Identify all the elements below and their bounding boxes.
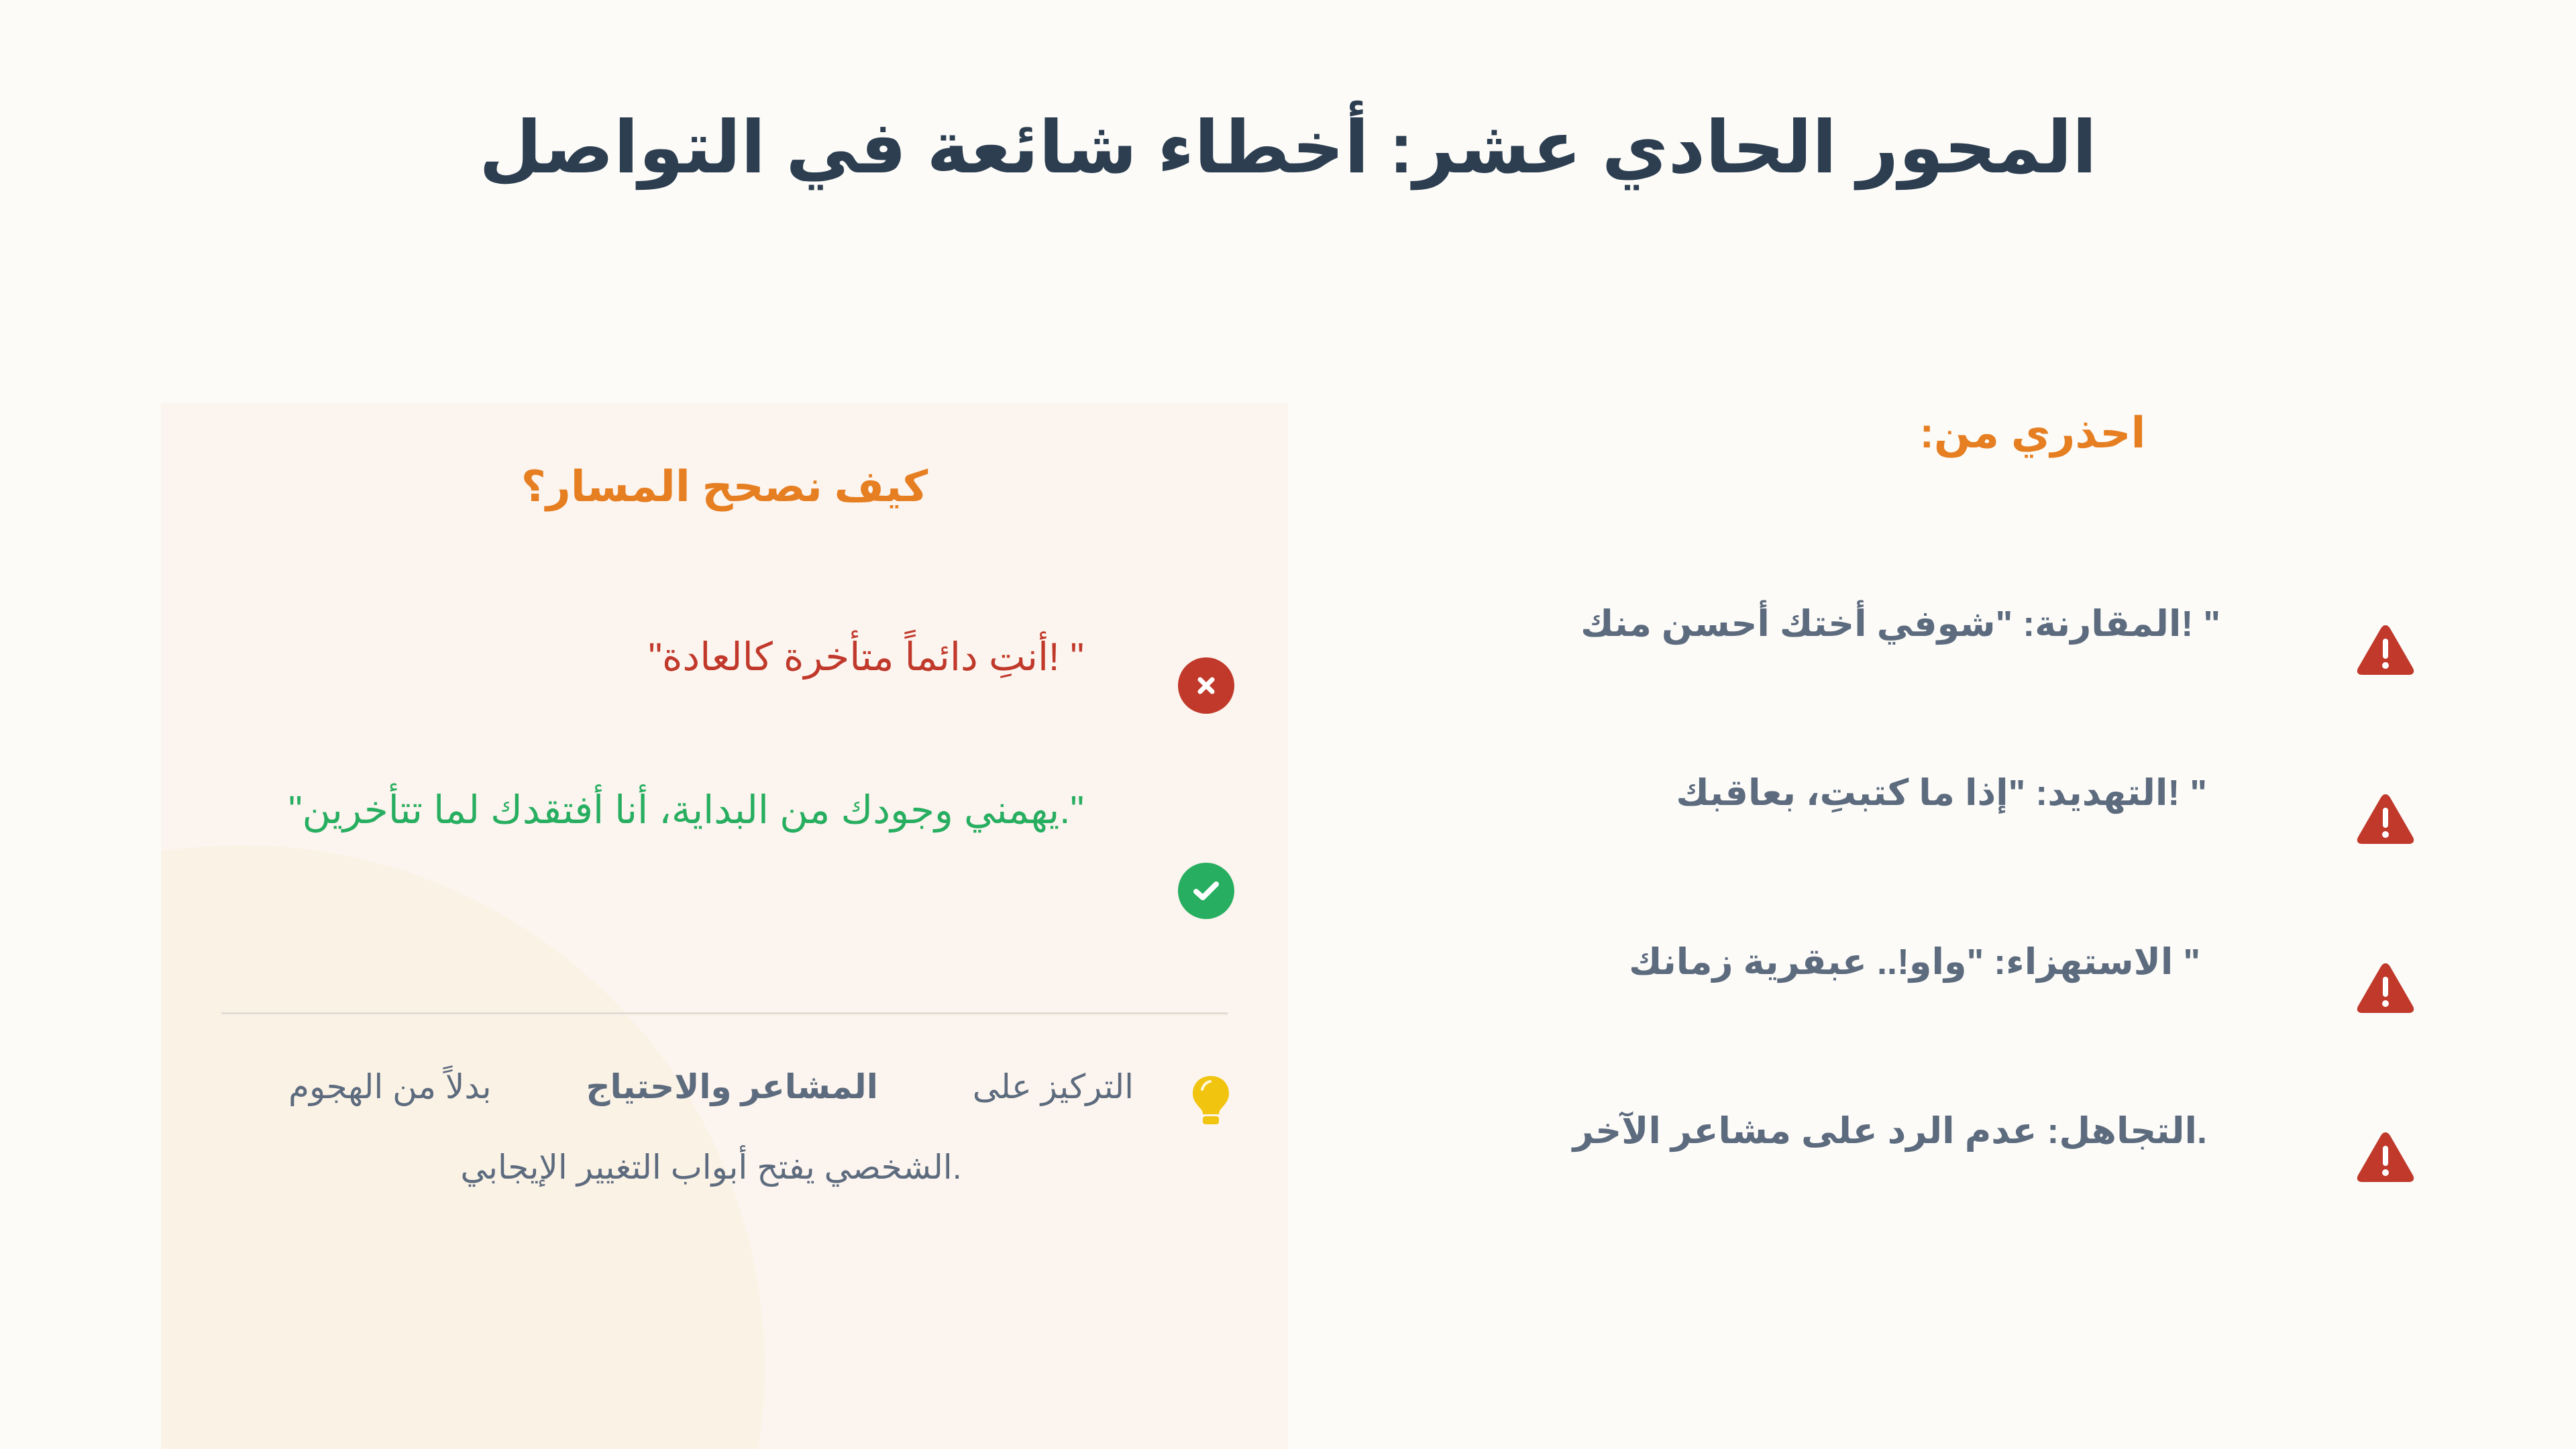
divider bbox=[221, 1012, 1228, 1016]
warning-triangle-icon bbox=[2356, 623, 2415, 676]
lightbulb-icon bbox=[1187, 1073, 1234, 1127]
tip-line-1 bbox=[288, 1046, 1134, 1127]
tip-line-2: .الشخصي يفتح أبواب التغيير الإيجابي bbox=[460, 1148, 962, 1186]
warning-item bbox=[1409, 584, 2415, 684]
warning-triangle-icon bbox=[2356, 961, 2415, 1014]
warning-text: " الاستهزاء: "واو!.. عبقرية زمانك bbox=[1629, 942, 2200, 982]
tip-text-emphasis: المشاعر والاحتياج bbox=[586, 1068, 878, 1106]
fix-card-title: كيف نصحح المسار؟ bbox=[521, 462, 928, 511]
x-circle-icon bbox=[1178, 657, 1234, 714]
bad-example bbox=[648, 631, 1234, 714]
warning-triangle-icon bbox=[2356, 1130, 2415, 1183]
warning-item bbox=[1409, 922, 2415, 1022]
warning-text: .التجاهل: عدم الرد على مشاعر الآخر bbox=[1572, 1111, 2207, 1151]
tip-text-start: التركيز على bbox=[972, 1068, 1134, 1106]
warning-triangle-icon bbox=[2356, 792, 2415, 845]
bad-example-text: " !أنتِ دائماً متأخرة كالعادة" bbox=[648, 635, 1084, 679]
slide-title: المحور الحادي عشر: أخطاء شائعة في التواصل bbox=[479, 107, 2097, 188]
tip-text-end: بدلاً من الهجوم bbox=[288, 1068, 492, 1106]
good-example bbox=[288, 784, 1234, 919]
warning-text: " !التهديد: "إذا ما كتبتِ، بعاقبك bbox=[1676, 773, 2207, 813]
check-circle-icon bbox=[1178, 863, 1234, 919]
good-example-text: ".يهمني وجودك من البداية، أنا أفتقدك لما تتأخرين" bbox=[288, 788, 1084, 832]
warning-item bbox=[1409, 1091, 2415, 1191]
warning-text: " !المقارنة: "شوفي أختك أحسن منك bbox=[1580, 604, 2220, 644]
warnings-heading: :احذري من bbox=[1919, 409, 2146, 457]
fix-card bbox=[161, 402, 1288, 1449]
warnings-panel bbox=[1409, 376, 2576, 1315]
warning-item bbox=[1409, 753, 2415, 853]
